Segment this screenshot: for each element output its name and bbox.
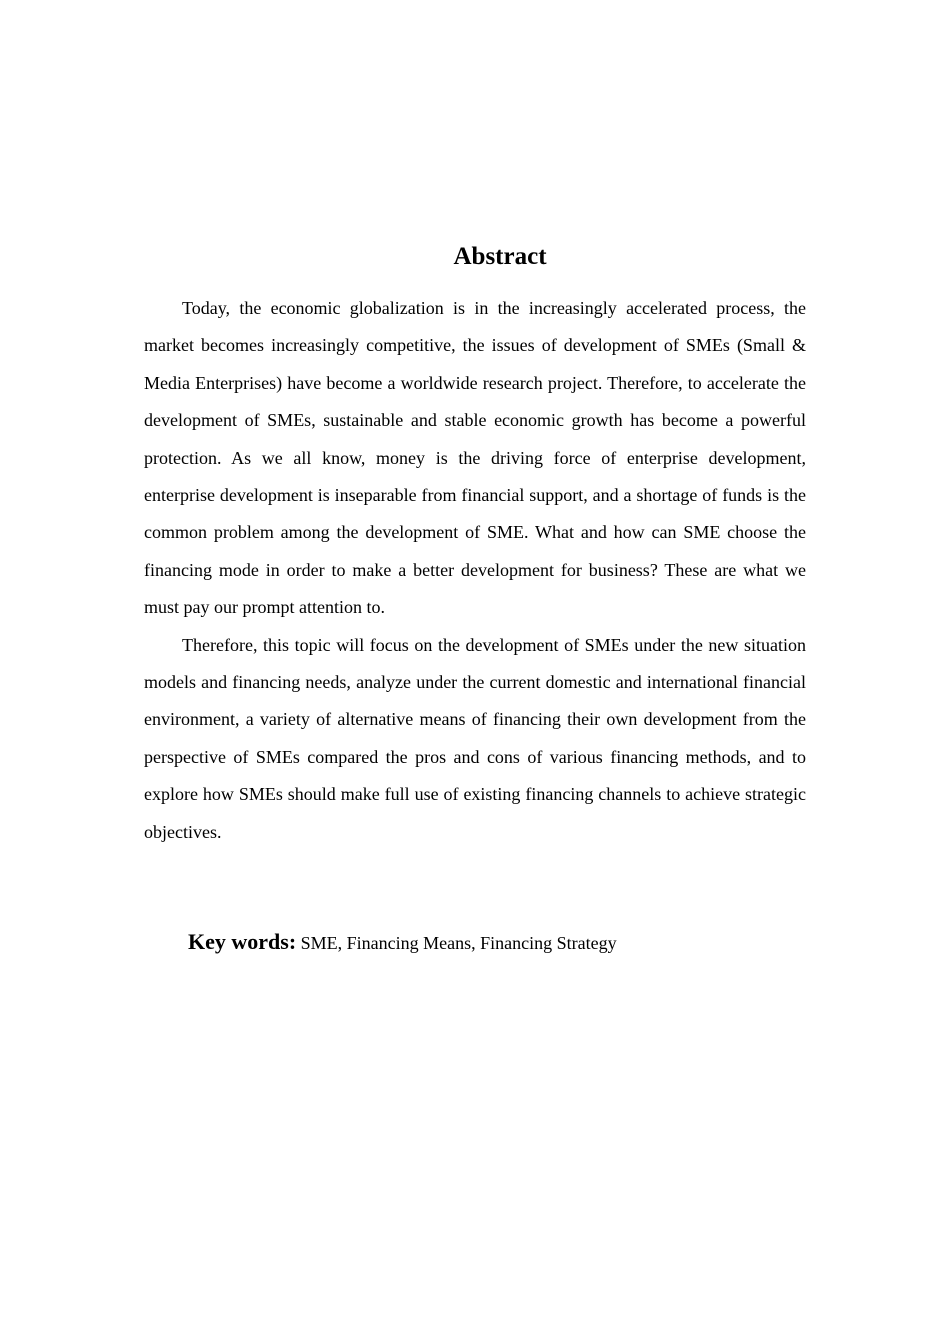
abstract-paragraph-2: Therefore, this topic will focus on the development of SMEs under the new situation models and financing needs, analyze under the current domestic and international financial environment, a variety of alternative means of financing their own development from the perspective of SMEs compared the pros and cons of various financing methods, and to explore how SMEs should make full use of existing financing channels to achieve strategic objectives. [144, 634, 806, 842]
keywords-line [188, 926, 788, 959]
keywords-value: SME, Financing Means, Financing Strategy [296, 933, 617, 953]
abstract-body [144, 290, 806, 851]
keywords-label: Key words: [188, 929, 297, 954]
abstract-paragraph-1: Today, the economic globalization is in the increasingly accelerated process, the market becomes increasingly competitive, the issues of development of SMEs (Small & Media Enterprises) have become a worldwide research project. Therefore, to accelerate the development of SMEs, sustainable and stable economic growth has become a powerful protection. As we all know, money is the driving force of enterprise development, enterprise development is inseparable from financial support, and a shortage of funds is the common problem among the development of SME. What and how can SME choose the financing mode in order to make a better development for business? These are what we must pay our prompt attention to. [144, 298, 806, 618]
abstract-title: Abstract [453, 243, 547, 270]
